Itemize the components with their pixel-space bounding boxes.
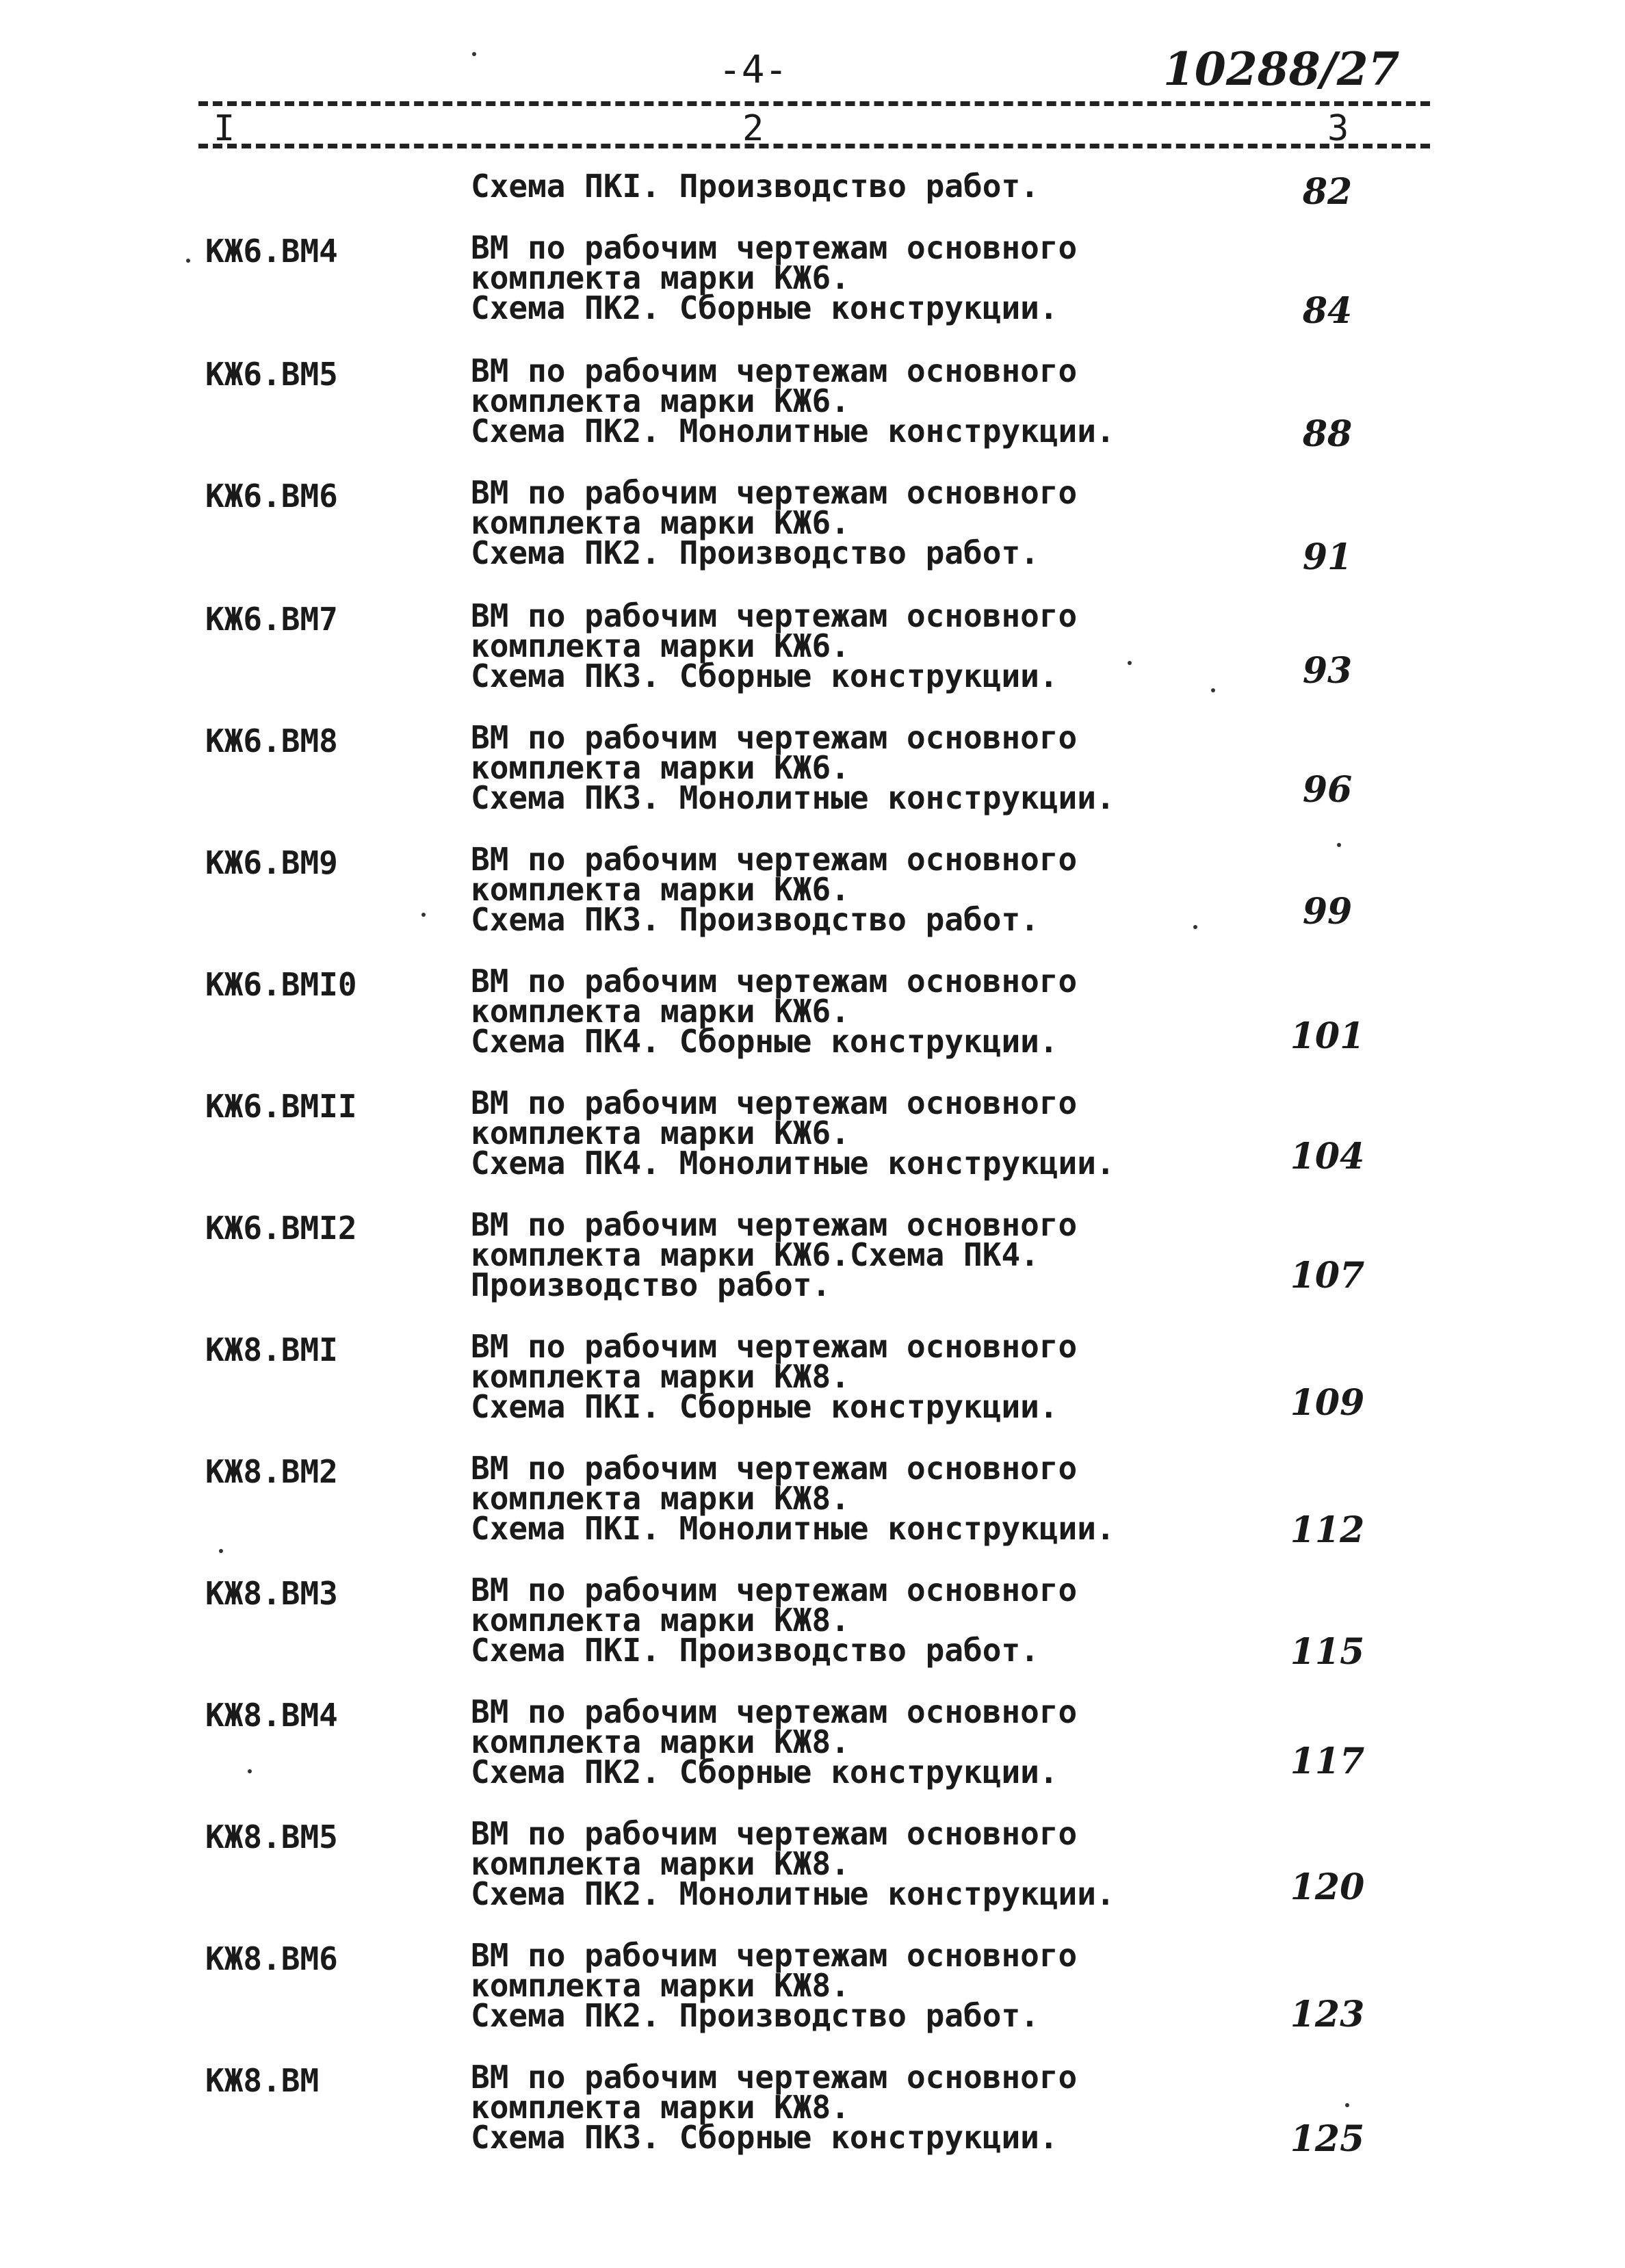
entry-description-line: Схема ПК2. Сборные конструкции. [471, 289, 1058, 326]
entry-code: КЖ6.ВМ9 [205, 844, 338, 881]
entry-page-number: 101 [1290, 1015, 1365, 1057]
entry-description-line: комплекта марки КЖ8. [471, 1967, 850, 2004]
entry-description-line: Производство работ. [471, 1266, 831, 1303]
scan-speck [1211, 688, 1215, 692]
scan-speck [421, 913, 426, 917]
entry-page-number: 115 [1290, 1631, 1365, 1673]
column-number-3: 3 [1327, 108, 1349, 149]
header-rule-top [198, 101, 1430, 106]
entry-page-number: 112 [1290, 1509, 1365, 1551]
entry-description-line: ВМ по рабочим чертежам основного [471, 963, 1078, 1000]
entry-code: КЖ6.ВМII [205, 1088, 357, 1125]
entry-code: КЖ6.ВМ5 [205, 356, 338, 393]
entry-page-number: 120 [1290, 1866, 1365, 1908]
entry-description-line: ВМ по рабочим чертежам основного [471, 1328, 1078, 1365]
entry-code: КЖ8.ВМ3 [205, 1575, 338, 1612]
entry-description-line: Схема ПК3. Производство работ. [471, 901, 1039, 938]
entry-description-line: Схема ПК3. Сборные конструкции. [471, 2119, 1058, 2156]
entry-description-line: ВМ по рабочим чертежам основного [471, 597, 1078, 634]
entry-description-line: комплекта марки КЖ6.Схема ПК4. [471, 1236, 1039, 1273]
scan-speck [1128, 661, 1132, 665]
entry-code: КЖ6.ВМI0 [205, 966, 357, 1003]
entry-page-number: 117 [1290, 1741, 1365, 1782]
entry-description-line: Схема ПК4. Монолитные конструкции. [471, 1145, 1115, 1182]
entry-code: КЖ8.ВМI [205, 1331, 338, 1368]
entry-description-line: Схема ПК2. Сборные конструкции. [471, 1754, 1058, 1790]
entry-description-line: ВМ по рабочим чертежам основного [471, 352, 1078, 389]
entry-description-line: ВМ по рабочим чертежам основного [471, 841, 1078, 878]
entry-description-line: Схема ПКI. Сборные конструкции. [471, 1388, 1058, 1425]
entry-description-line: ВМ по рабочим чертежам основного [471, 1693, 1078, 1730]
entry-code: КЖ6.ВМ4 [205, 233, 338, 270]
scan-speck [186, 259, 190, 263]
entry-code: КЖ6.ВМ7 [205, 601, 338, 638]
entry-code: КЖ8.ВМ2 [205, 1453, 338, 1490]
entry-description-line: ВМ по рабочим чертежам основного [471, 719, 1078, 756]
entry-description-line: комплекта марки КЖ6. [471, 1115, 850, 1151]
entry-code: КЖ8.ВМ5 [205, 1819, 338, 1855]
entry-description-line: Схема ПК4. Сборные конструкции. [471, 1023, 1058, 1060]
entry-description-line: Схема ПКI. Производство работ. [471, 1632, 1039, 1669]
entry-description-line: комплекта марки КЖ8. [471, 1723, 850, 1760]
entry-description-line: ВМ по рабочим чертежам основного [471, 1815, 1078, 1852]
entry-page-number: 125 [1290, 2118, 1365, 2160]
entry-description-line: ВМ по рабочим чертежам основного [471, 1572, 1078, 1608]
entry-description-line: Схема ПК3. Сборные конструкции. [471, 657, 1058, 694]
entry-page-number: 107 [1290, 1255, 1365, 1296]
entry-description-line: комплекта марки КЖ8. [471, 1358, 850, 1395]
entry-description-line: Схема ПК2. Производство работ. [471, 1997, 1039, 2034]
entry-page-number: 91 [1302, 536, 1353, 578]
entry-code: КЖ6.ВМ8 [205, 722, 338, 759]
entry-description-line: Схема ПК3. Монолитные конструкции. [471, 779, 1115, 816]
scan-speck [1337, 843, 1341, 847]
entry-description-line: комплекта марки КЖ6. [471, 993, 850, 1030]
entry-description-line: комплекта марки КЖ6. [471, 749, 850, 786]
entry-page-number: 96 [1302, 769, 1353, 811]
entry-page-number: 93 [1302, 650, 1353, 692]
entry-description-line: Схема ПКI. Монолитные конструкции. [471, 1510, 1115, 1547]
entry-description-line: комплекта марки КЖ6. [471, 504, 850, 541]
entry-page-number: 82 [1302, 171, 1353, 213]
scan-speck [248, 1769, 252, 1773]
entry-description-line: ВМ по рабочим чертежам основного [471, 229, 1078, 266]
entry-description-line: комплекта марки КЖ6. [471, 259, 850, 296]
entry-description-line: Схема ПК2. Монолитные конструкции. [471, 413, 1115, 449]
entry-description-line: комплекта марки КЖ6. [471, 382, 850, 419]
entry-code: КЖ6.ВМ6 [205, 478, 338, 514]
page-number: -4- [718, 48, 788, 92]
entry-description-line: комплекта марки КЖ6. [471, 871, 850, 908]
entry-code: КЖ8.ВМ [205, 2062, 320, 2099]
entry-description-line: Схема ПКI. Производство работ. [471, 168, 1039, 205]
entry-description-line: ВМ по рабочим чертежам основного [471, 1206, 1078, 1243]
scan-speck [1345, 2103, 1349, 2107]
entry-description-line: ВМ по рабочим чертежам основного [471, 2059, 1078, 2096]
entry-page-number: 123 [1290, 1994, 1365, 2035]
entry-description-line: ВМ по рабочим чертежам основного [471, 1937, 1078, 1974]
scan-speck [1193, 925, 1197, 929]
scan-speck [219, 1549, 223, 1553]
entry-description-line: ВМ по рабочим чертежам основного [471, 1450, 1078, 1487]
entry-code: КЖ6.ВМI2 [205, 1210, 357, 1247]
entry-description-line: ВМ по рабочим чертежам основного [471, 1084, 1078, 1121]
entry-page-number: 99 [1302, 891, 1353, 933]
entry-page-number: 109 [1290, 1382, 1365, 1424]
column-number-2: 2 [742, 108, 764, 149]
entry-code: КЖ8.ВМ4 [205, 1697, 338, 1734]
entry-description-line: комплекта марки КЖ6. [471, 627, 850, 664]
scan-speck [472, 52, 476, 56]
entry-code: КЖ8.ВМ6 [205, 1940, 338, 1977]
entry-description-line: комплекта марки КЖ8. [471, 1602, 850, 1639]
column-number-1: I [213, 108, 235, 149]
entry-description-line: Схема ПК2. Производство работ. [471, 534, 1039, 571]
entry-page-number: 84 [1302, 290, 1353, 332]
document-number: 10288/27 [1163, 42, 1400, 96]
entry-page-number: 104 [1290, 1136, 1365, 1177]
entry-description-line: Схема ПК2. Монолитные конструкции. [471, 1875, 1115, 1912]
entry-description-line: комплекта марки КЖ8. [471, 1845, 850, 1882]
header-rule-bottom [198, 144, 1430, 148]
entry-page-number: 88 [1302, 413, 1353, 455]
entry-description-line: комплекта марки КЖ8. [471, 1480, 850, 1517]
entry-description-line: ВМ по рабочим чертежам основного [471, 474, 1078, 511]
entry-description-line: комплекта марки КЖ8. [471, 2089, 850, 2126]
